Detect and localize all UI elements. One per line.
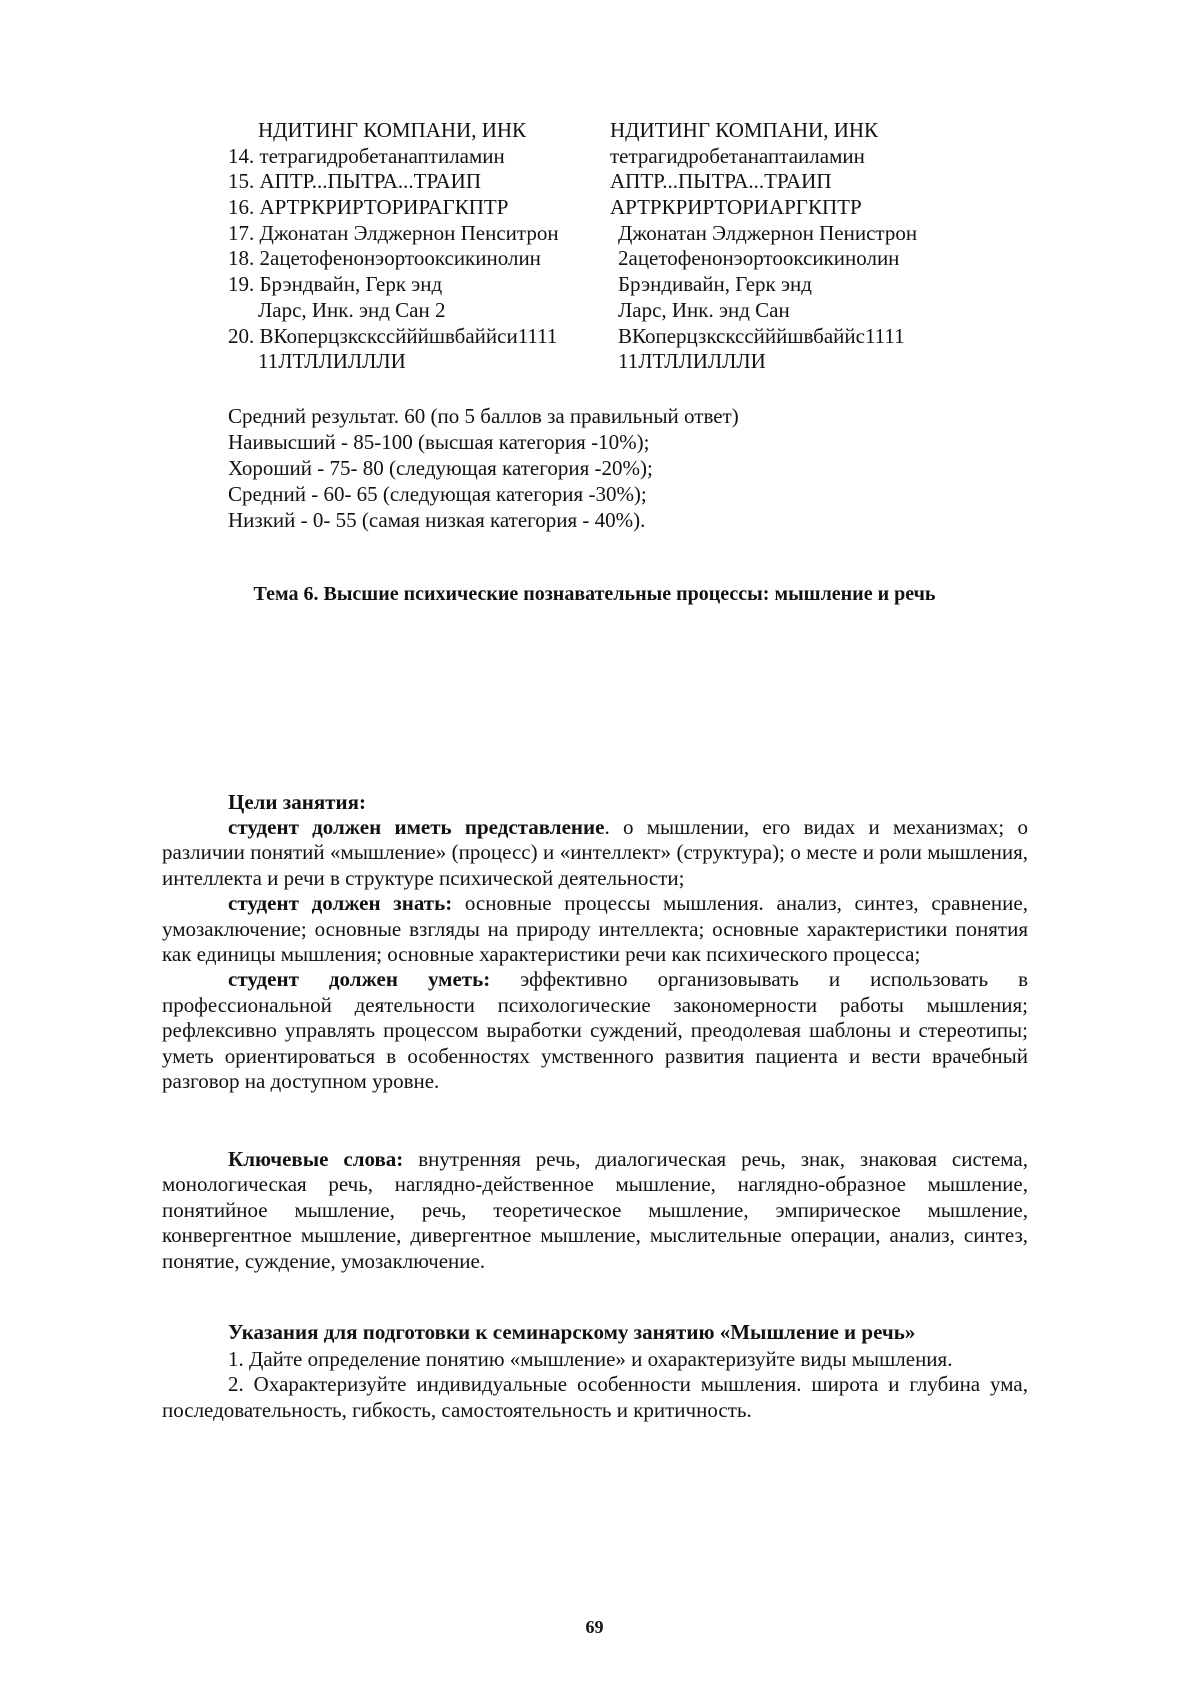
comparison-left: 15. АПТР...ПЫТРА...ТРАИП bbox=[228, 169, 481, 194]
goal-paragraph bbox=[162, 967, 1028, 1094]
goal-lead: студент должен уметь: bbox=[228, 967, 491, 992]
score-line: Наивысший - 85-100 (высшая категория -10%); bbox=[228, 430, 650, 454]
comparison-right: АРТРКРИРТОРИАРГКПТР bbox=[610, 195, 862, 220]
comparison-right: НДИТИНГ КОМПАНИ, ИНК bbox=[610, 118, 879, 142]
comparison-row bbox=[228, 144, 988, 170]
comparison-right: 2ацетофенонэортооксикинолин bbox=[618, 246, 900, 271]
score-line: Хороший - 75- 80 (следующая категория -20%); bbox=[228, 456, 653, 480]
comparison-right: АПТР...ПЫТРА...ТРАИП bbox=[610, 169, 832, 194]
comparison-row bbox=[228, 246, 988, 272]
score-line: Средний результат. 60 (по 5 баллов за правильный ответ) bbox=[228, 404, 739, 428]
score-line: Средний - 60- 65 (следующая категория -30%); bbox=[228, 482, 647, 506]
topic-heading: Тема 6. Высшие психические познавательные процессы: мышление и речь bbox=[253, 583, 936, 605]
comparison-right: тетрагидробетанаптаиламин bbox=[610, 143, 865, 168]
comparison-right: Ларс, Инк. энд Сан bbox=[618, 297, 790, 322]
comparison-right: Брэндивайн, Герк энд bbox=[618, 272, 812, 297]
comparison-row bbox=[228, 349, 988, 375]
prep-item: 1. Дайте определение понятию «мышление» и охарактеризуйте виды мышления. bbox=[228, 1347, 953, 1371]
comparison-left: 19. Брэндвайн, Герк энд bbox=[228, 272, 443, 297]
comparison-row bbox=[228, 324, 988, 350]
comparison-right: ВКоперцзкскссйййшвбаййс1111 bbox=[618, 323, 905, 348]
score-line: Низкий - 0- 55 (самая низкая категория - 40%). bbox=[228, 508, 646, 532]
comparison-left: 14. тетрагидробетанаптиламин bbox=[228, 143, 505, 168]
keywords-paragraph bbox=[162, 1147, 1028, 1274]
comparison-left: 11ЛТЛЛИЛЛЛИ bbox=[258, 349, 406, 374]
prep-item: 2. Охарактеризуйте индивидуальные особенности мышления. широта и глубина ума, последовательность, гибкость, самостоятельность и критичность. bbox=[162, 1372, 1028, 1422]
keywords-text: внутренняя речь, диалогическая речь, знак, знаковая система, монологическая речь, наглядно-действенное мышление, наглядно-образное мышление, понятийное мышление, речь, теоретическое мышление, эмпирическое мышление, конвергентное мышление, дивергентное мышление, мыслительные операции, анализ, синтез, понятие, суждение, умозаключение. bbox=[162, 1147, 1028, 1273]
prep-heading: Указания для подготовки к семинарскому занятию «Мышление и речь» bbox=[228, 1320, 916, 1344]
comparison-left: 18. 2ацетофенонэортооксикинолин bbox=[228, 246, 541, 271]
comparison-row bbox=[228, 221, 988, 247]
comparison-left: 16. АРТРКРИРТОРИРАГКПТР bbox=[228, 195, 509, 220]
goal-text: основные процессы мышления. анализ, синтез, сравнение, умозаключение; основные взгляды на природу интеллекта; основные характеристики понятия как единицы мышления; основные характеристики речи как психического процесса; bbox=[162, 891, 1028, 967]
comparison-row bbox=[228, 298, 988, 324]
comparison-row bbox=[228, 169, 988, 195]
comparison-left: 17. Джонатан Элджернон Пенситрон bbox=[228, 220, 559, 245]
goal-text: эффективно организовывать и использовать в профессиональной деятельности психологические закономерности работы мышления; рефлексивно управлять процессом выработки суждений, преодолевая шаблоны и стереотипы; уметь ориентироваться в особенностях умственного развития пациента и вести врачебный разговор на доступном уровне. bbox=[162, 967, 1029, 1094]
comparison-left: 20. ВКоперцзкскссйййшвбаййси1111 bbox=[228, 323, 558, 348]
comparison-list bbox=[228, 118, 988, 375]
goals-heading: Цели занятия: bbox=[228, 790, 366, 814]
goal-text: . о мышлении, его видах и механизмах; о различии понятий «мышление» (процесс) и «интеллект» (структура); о месте и роли мышления, интеллекта и речи в структуре психической деятельности; bbox=[162, 815, 1028, 890]
comparison-left: Ларс, Инк. энд Сан 2 bbox=[258, 297, 446, 322]
comparison-left: НДИТИНГ КОМПАНИ, ИНК bbox=[258, 118, 527, 142]
prep-list bbox=[162, 1347, 1028, 1423]
goal-lead: студент должен знать: bbox=[228, 891, 453, 916]
comparison-right: Джонатан Элджернон Пенистрон bbox=[618, 220, 918, 245]
comparison-row bbox=[228, 118, 988, 144]
score-scale bbox=[228, 403, 739, 533]
goal-paragraph bbox=[162, 815, 1028, 891]
comparison-row bbox=[228, 195, 988, 221]
goal-paragraph bbox=[162, 891, 1028, 967]
comparison-row bbox=[228, 272, 988, 298]
goal-lead: студент должен иметь представление bbox=[228, 815, 605, 839]
keywords-label: Ключевые слова: bbox=[228, 1147, 404, 1171]
comparison-right: 11ЛТЛЛИЛЛЛИ bbox=[618, 349, 766, 374]
goals-section bbox=[162, 815, 1028, 1094]
page-number: 69 bbox=[585, 1617, 604, 1637]
